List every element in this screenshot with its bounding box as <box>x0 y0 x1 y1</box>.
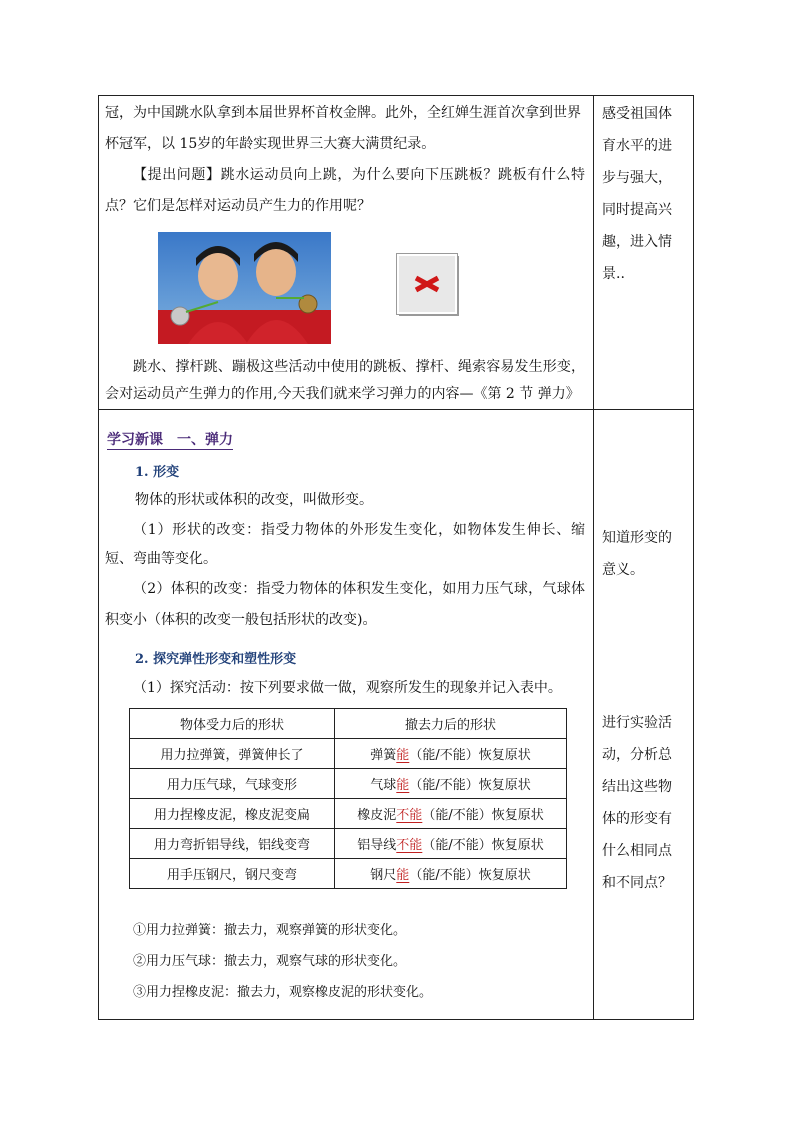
section-title: 学习新课 一、弹力 <box>107 432 233 448</box>
definition-text: 物体的形状或体积的改变，叫做形变。 <box>135 492 373 508</box>
table-header-row <box>130 709 567 739</box>
volume-change-text: （2）体积的改变：指受力物体的体积发生变化，如用力压气球，气球体积变小（体积的改变一般包括形状的改变)。 <box>105 581 585 628</box>
intro-line1: 冠，为中国跳水队拿到本届世界杯首枚金牌。此外，全红婵生涯首次拿到世界 <box>105 105 581 121</box>
answer-fill: 能 <box>396 748 410 763</box>
broken-image-icon <box>397 254 457 314</box>
table-row <box>130 769 567 799</box>
table-cell-result <box>335 859 567 889</box>
side-note-experiment: 进行实验活动，分析总结出这些物体的形变有什么相同点和不同点？ <box>602 715 672 891</box>
table-header: 撤去力后的形状 <box>335 709 567 739</box>
answer-tail: （能/不能）恢复原状 <box>409 868 531 883</box>
question-text: 【提出问题】跳水运动员向上跳，为什么要向下压跳板？跳板有什么特点？它们是怎样对运动员产生力的作用呢？ <box>105 167 585 214</box>
shape-change-text: （1）形状的改变：指受力物体的外形发生变化，如物体发生伸长、缩短、弯曲等变化。 <box>105 522 585 567</box>
object-name: 铝导线 <box>357 838 397 853</box>
table-row <box>130 739 567 769</box>
answer-tail: （能/不能）恢复原状 <box>409 748 531 763</box>
table-cell-force: 用手压钢尺，钢尺变弯 <box>130 859 335 889</box>
object-name: 橡皮泥 <box>357 808 397 823</box>
table-cell-force: 用力弯折铝导线，铝线变弯 <box>130 829 335 859</box>
table-cell-force: 用力压气球，气球变形 <box>130 769 335 799</box>
step-item: ①用力拉弹簧：撤去力，观察弹簧的形状变化。 <box>133 923 407 938</box>
answer-tail: （能/不能）恢复原状 <box>409 778 531 793</box>
step-item: ③用力捏橡皮泥：撤去力，观察橡皮泥的形状变化。 <box>133 985 433 1000</box>
side-note-deformation: 知道形变的意义。 <box>602 530 672 578</box>
object-name: 弹簧 <box>370 748 397 763</box>
divers-medal-photo <box>158 232 331 344</box>
intro-line2: 杯冠军，以 15岁的年龄实现世界三大赛大满贯纪录。 <box>105 136 436 152</box>
table-cell-force: 用力拉弹簧，弹簧伸长了 <box>130 739 335 769</box>
experiment-table <box>129 708 567 889</box>
answer-fill: 不能 <box>396 838 423 853</box>
activity-line <box>99 673 593 704</box>
closing-text: 跳水、撑杆跳、蹦极这些活动中使用的跳板、撑杆、绳索容易发生形变，会对运动员产生弹力的作用,今天我们就来学习弹力的内容—《第 2 节 弹力》 <box>105 359 585 402</box>
table-cell-result <box>335 769 567 799</box>
table-header: 物体受力后的形状 <box>130 709 335 739</box>
lesson-table <box>98 95 694 1020</box>
deformation-body <box>99 485 593 636</box>
table-cell-result <box>335 799 567 829</box>
closing-cell <box>99 354 593 408</box>
table-cell-force: 用力捏橡皮泥，橡皮泥变扁 <box>130 799 335 829</box>
answer-fill: 能 <box>396 868 410 883</box>
answer-fill: 不能 <box>396 808 423 823</box>
table-cell-result <box>335 739 567 769</box>
subsection-deformation: 1. 形变 <box>135 465 180 480</box>
table-cell-result <box>335 829 567 859</box>
table-row <box>130 799 567 829</box>
activity-text: （1）探究活动：按下列要求做一做，观察所发生的现象并记入表中。 <box>133 680 562 696</box>
table-row <box>130 859 567 889</box>
intro-cell <box>99 98 593 222</box>
object-name: 气球 <box>370 778 397 793</box>
steps-list <box>99 915 593 1008</box>
table-row <box>130 829 567 859</box>
answer-tail: （能/不能）恢复原状 <box>422 808 544 823</box>
step-item: ②用力压气球：撤去力，观察气球的形状变化。 <box>133 954 407 969</box>
subsection-elastic-plastic: 2. 探究弹性形变和塑性形变 <box>135 652 297 667</box>
row-divider <box>99 409 693 410</box>
object-name: 钢尺 <box>370 868 397 883</box>
intro-side-note: 感受祖国体育水平的进步与强大，同时提高兴趣，进入情景.. <box>602 106 672 282</box>
answer-fill: 能 <box>396 778 410 793</box>
answer-tail: （能/不能）恢复原状 <box>422 838 544 853</box>
